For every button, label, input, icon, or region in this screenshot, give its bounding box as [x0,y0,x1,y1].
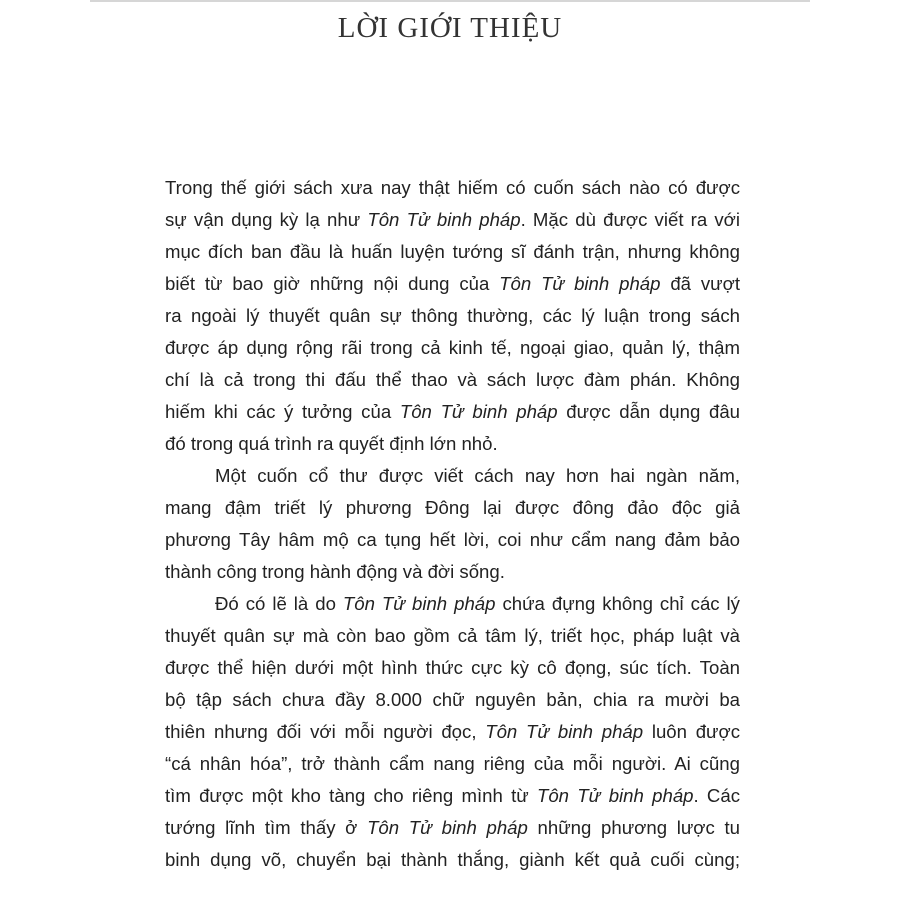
book-title-italic: Tôn Tử binh pháp [367,209,521,230]
paragraph-1 [165,172,740,460]
chapter-title: LỜI GIỚI THIỆU [337,12,563,44]
text-line: đó trong quá trình ra quyết định lớn nhỏ. [165,433,498,454]
book-title-italic: Tôn Tử binh pháp [485,721,644,742]
text-line: thuyết quân sự mà còn bao gồm cả tâm lý, triết học, pháp luật và [165,625,740,646]
text-line: bộ tập sách chưa đầy 8.000 chữ nguyên bản, chia ra mười ba [165,689,740,710]
text-line: chí là cả trong thi đấu thể thao và sách lược đàm phán. Không [165,369,740,390]
text-line: mục đích ban đầu là huấn luyện tướng sĩ đánh trận, nhưng không [165,241,740,262]
text-line: “cá nhân hóa”, trở thành cẩm nang riêng của mỗi người. Ai cũng [165,753,740,774]
text-line: thiên nhưng đối với mỗi người đọc, Tôn Tử binh pháp luôn được [165,721,740,742]
body-text [165,172,740,876]
text-line: được thể hiện dưới một hình thức cực kỳ cô đọng, súc tích. Toàn [165,657,740,678]
book-title-italic: Tôn Tử binh pháp [342,593,496,614]
text-line: mang đậm triết lý phương Đông lại được đông đảo độc giả [165,497,740,518]
text-line: sự vận dụng kỳ lạ như Tôn Tử binh pháp. Mặc dù được viết ra với [165,209,740,230]
text-line: biết từ bao giờ những nội dung của Tôn Tử binh pháp đã vượt [165,273,740,294]
text-line: hiếm khi các ý tưởng của Tôn Tử binh pháp được dẫn dụng đâu [165,401,741,422]
text-line: ra ngoài lý thuyết quân sự thông thường, các lý luận trong sách [165,305,740,326]
text-line: Đó có lẽ là do Tôn Tử binh pháp chứa đựng không chỉ các lý [215,593,740,614]
text-line: Trong thế giới sách xưa nay thật hiếm có cuốn sách nào có được [165,177,740,198]
text-line: được áp dụng rộng rãi trong cả kinh tế, ngoại giao, quản lý, thậm [165,337,740,358]
text-line: tướng lĩnh tìm thấy ở Tôn Tử binh pháp những phương lược tu [165,817,740,838]
book-title-italic: Tôn Tử binh pháp [399,401,558,422]
text-line: binh dụng võ, chuyển bại thành thắng, giành kết quả cuối cùng; [165,849,740,870]
paragraph-2 [165,460,740,588]
book-title-italic: Tôn Tử binh pháp [367,817,528,838]
book-title-italic: Tôn Tử binh pháp [499,273,661,294]
book-title-italic: Tôn Tử binh pháp [536,785,694,806]
text-line: tìm được một kho tàng cho riêng mình từ Tôn Tử binh pháp. Các [165,785,741,806]
text-line: Một cuốn cổ thư được viết cách nay hơn hai ngàn năm, [215,465,740,486]
text-line: thành công trong hành động và đời sống. [165,561,505,582]
text-line: phương Tây hâm mộ ca tụng hết lời, coi như cẩm nang đảm bảo [165,529,740,550]
paragraph-3 [165,588,740,876]
top-divider [90,0,810,2]
